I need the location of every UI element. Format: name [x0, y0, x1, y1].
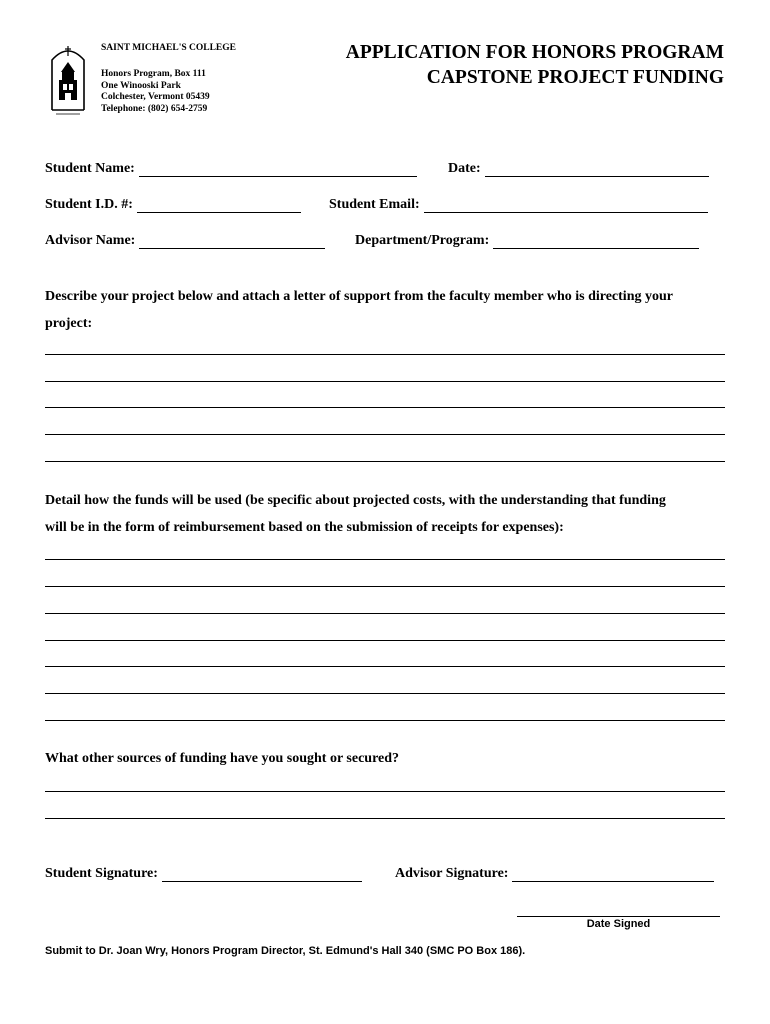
address-line: Colchester, Vermont 05439	[101, 92, 210, 102]
date-signed-label: Date Signed	[586, 918, 651, 930]
writing-line[interactable]	[45, 666, 725, 667]
writing-line[interactable]	[45, 818, 725, 819]
advisor-signature-field[interactable]	[395, 866, 714, 882]
form-title	[346, 40, 724, 90]
student-id-blank[interactable]	[137, 199, 301, 213]
writing-line[interactable]	[45, 640, 725, 641]
address-line: One Winooski Park	[101, 80, 181, 91]
date-blank[interactable]	[485, 163, 709, 177]
writing-line[interactable]	[45, 720, 725, 721]
department-blank[interactable]	[493, 235, 699, 249]
student-signature-blank[interactable]	[162, 868, 362, 882]
student-id-field[interactable]	[45, 197, 301, 213]
advisor-signature-blank[interactable]	[512, 868, 714, 882]
prompt-line: will be in the form of reimbursement based on the submission of receipts for expenses):	[45, 520, 564, 535]
writing-line[interactable]	[45, 559, 725, 560]
student-name-blank[interactable]	[139, 163, 417, 177]
writing-line[interactable]	[45, 381, 725, 382]
college-seal-icon	[46, 40, 90, 118]
student-email-label: Student Email:	[329, 197, 420, 212]
student-email-field[interactable]	[329, 197, 708, 213]
writing-line[interactable]	[45, 791, 725, 792]
college-name: SAINT MICHAEL'S COLLEGE	[101, 43, 236, 53]
describe-prompt	[45, 283, 673, 337]
student-email-blank[interactable]	[424, 199, 708, 213]
prompt-line: project:	[45, 316, 93, 331]
writing-line[interactable]	[45, 461, 725, 462]
student-signature-label: Student Signature:	[45, 866, 158, 881]
title-line: CAPSTONE PROJECT FUNDING	[426, 67, 724, 88]
address-line: Telephone: (802) 654-2759	[101, 103, 208, 114]
student-name-label: Student Name:	[45, 161, 135, 176]
writing-line[interactable]	[45, 434, 725, 435]
title-line: APPLICATION FOR HONORS PROGRAM	[345, 42, 724, 63]
writing-line[interactable]	[45, 693, 725, 694]
date-field[interactable]	[448, 161, 709, 177]
sources-prompt: What other sources of funding have you sought or secured?	[45, 751, 400, 766]
address-line: Honors Program, Box 111	[101, 69, 206, 79]
writing-line[interactable]	[45, 613, 725, 614]
prompt-line: Detail how the funds will be used (be specific about projected costs, with the understanding that funding	[45, 493, 666, 508]
college-address	[101, 69, 210, 115]
date-signed-line[interactable]	[517, 916, 720, 917]
student-id-label: Student I.D. #:	[45, 197, 133, 212]
date-label: Date:	[448, 161, 481, 176]
advisor-name-blank[interactable]	[139, 235, 325, 249]
student-name-field[interactable]	[45, 161, 417, 177]
advisor-name-label: Advisor Name:	[45, 233, 136, 248]
student-signature-field[interactable]	[45, 866, 362, 882]
advisor-signature-label: Advisor Signature:	[395, 866, 509, 881]
writing-line[interactable]	[45, 407, 725, 408]
funds-prompt	[45, 487, 666, 541]
advisor-name-field[interactable]	[45, 233, 325, 249]
prompt-line: Describe your project below and attach a letter of support from the faculty member who is directing your	[45, 289, 673, 304]
department-label: Department/Program:	[355, 233, 490, 248]
writing-line[interactable]	[45, 354, 725, 355]
writing-line[interactable]	[45, 586, 725, 587]
department-field[interactable]	[355, 233, 699, 249]
submit-instructions: Submit to Dr. Joan Wry, Honors Program Director, St. Edmund's Hall 340 (SMC PO Box 186).	[45, 945, 526, 957]
